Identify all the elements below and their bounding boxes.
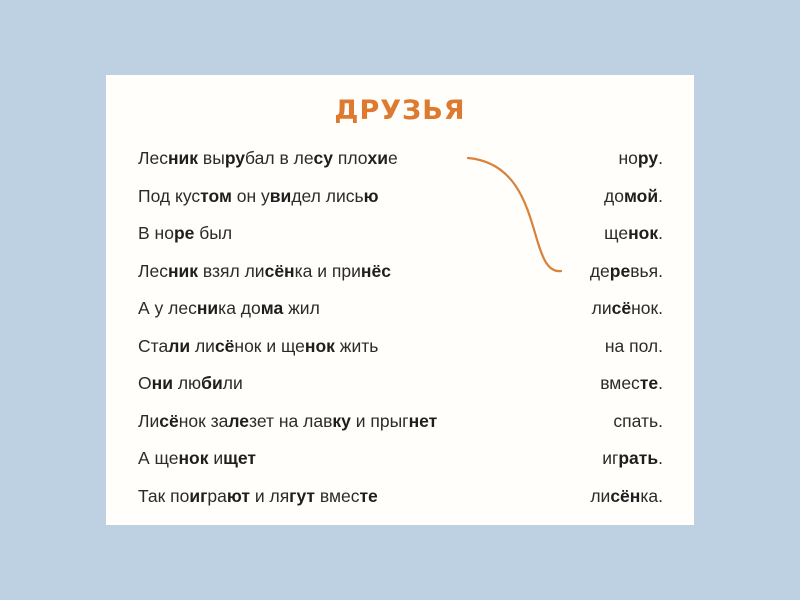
syllable-text: ка и при [294,260,361,281]
stressed-syllable: ку [332,410,351,431]
line-end-word [605,331,663,361]
syllable-text: вмес [600,373,640,393]
stressed-syllable: иг [189,485,208,506]
line-start-text [138,443,256,473]
syllable-text: В но [138,223,174,243]
syllable-text: взял ли [198,260,265,281]
syllable-text: он у [231,185,270,206]
stressed-syllable: нок [178,448,209,468]
line-end-word [600,368,663,398]
syllable-text: на пол. [604,335,663,356]
stressed-syllable: су [313,148,334,168]
stressed-syllable: том [200,185,232,206]
syllable-text: О [138,373,152,393]
line-start-text [138,406,437,436]
syllable-text: нок. [631,298,663,318]
stressed-syllable: би [201,373,223,393]
syllable-text: ли [190,335,215,356]
syllable-text: де [589,260,610,281]
syllable-text: . [658,373,663,393]
syllable-text: зет на лав [249,410,333,431]
syllable-text: ра [207,485,227,506]
syllable-text: вья. [630,260,663,281]
poem-row [106,368,694,398]
syllable-text: иг [602,448,619,468]
line-start-text [138,481,378,511]
syllable-text: ка до [218,298,261,318]
stressed-syllable: ю [363,185,379,206]
stressed-syllable: ма [260,298,284,318]
syllable-text: спать. [613,410,663,431]
syllable-text: лю [172,373,202,393]
syllable-text: . [658,223,663,243]
poem-row [106,143,694,173]
line-start-text [138,368,243,398]
stressed-syllable: хи [367,148,388,168]
page-title: ДРУЗЬЯ [334,95,466,126]
syllable-text: ли [591,298,612,318]
syllable-text: Ли [138,410,160,431]
syllable-text: нок за [178,410,229,431]
stressed-syllable: сён [610,485,641,506]
poem-row [106,293,694,323]
syllable-text: Лес [138,148,168,168]
poem-row [106,406,694,436]
line-start-text [138,143,398,173]
syllable-text: ка. [640,485,663,506]
line-start-text [138,256,391,286]
line-end-word [590,481,663,511]
line-start-text [138,218,232,248]
line-start-text [138,293,320,323]
stressed-syllable: те [359,485,378,506]
syllable-text: . [658,148,663,168]
syllable-text: ще [604,223,629,243]
syllable-text: но [618,148,638,168]
poem-row [106,218,694,248]
syllable-text: был [194,223,233,243]
poem-row [106,331,694,361]
syllable-text: до [604,185,624,206]
syllable-text: жить [334,335,379,356]
line-start-text [138,181,379,211]
stressed-syllable: рать [618,448,659,468]
stressed-syllable: щет [223,448,256,468]
syllable-text: жил [283,298,320,318]
stressed-syllable: сё [214,335,235,356]
stressed-syllable: ре [609,260,631,281]
stressed-syllable: ви [269,185,292,206]
stressed-syllable: гут [289,485,315,506]
syllable-text: Под кус [138,185,201,206]
stressed-syllable: нок [628,223,659,243]
syllable-text: дел лись [291,185,364,206]
stressed-syllable: ник [167,148,199,168]
syllable-text: . [658,185,663,206]
stressed-syllable: ют [226,485,250,506]
syllable-text: . [658,448,663,468]
syllable-text: бал в ле [245,148,314,168]
stressed-syllable: ни [196,298,219,318]
worksheet-card [106,75,694,525]
poem-row [106,256,694,286]
stressed-syllable: ре [173,223,195,243]
syllable-text: Лес [138,260,168,281]
line-end-word [592,293,663,323]
stressed-syllable: ле [228,410,250,431]
stressed-syllable: ни [151,373,173,393]
syllable-text: ли [590,485,611,506]
stressed-syllable: ли [168,335,191,356]
line-end-word [590,256,663,286]
poem-row [106,443,694,473]
syllable-text: нок и ще [234,335,305,356]
stressed-syllable: сё [611,298,632,318]
line-end-word [613,406,663,436]
line-end-word [604,181,663,211]
stressed-syllable: ру [637,148,659,168]
syllable-text: и [208,448,224,468]
syllable-text: и ля [249,485,290,506]
line-end-word [619,143,663,173]
line-end-word [602,443,663,473]
stressed-syllable: нет [408,410,438,431]
line-start-text [138,331,378,361]
line-end-word [604,218,663,248]
syllable-text: ли [222,373,243,393]
syllable-text: А ще [138,448,179,468]
syllable-text: пло [333,148,368,168]
stressed-syllable: те [639,373,659,393]
stressed-syllable: нок [304,335,335,356]
syllable-text: вмес [314,485,360,506]
syllable-text: и прыг [350,410,409,431]
syllable-text: А у лес [138,298,197,318]
poem-row [106,481,694,511]
syllable-text: вы [198,148,225,168]
poem-row [106,181,694,211]
syllable-text: е [388,148,398,168]
stressed-syllable: ник [167,260,199,281]
stressed-syllable: мой [623,185,659,206]
syllable-text: Так по [138,485,190,506]
stressed-syllable: сё [159,410,179,431]
syllable-text: Ста [138,335,169,356]
stressed-syllable: ру [224,148,246,168]
stressed-syllable: сён [264,260,295,281]
stressed-syllable: нёс [360,260,391,281]
